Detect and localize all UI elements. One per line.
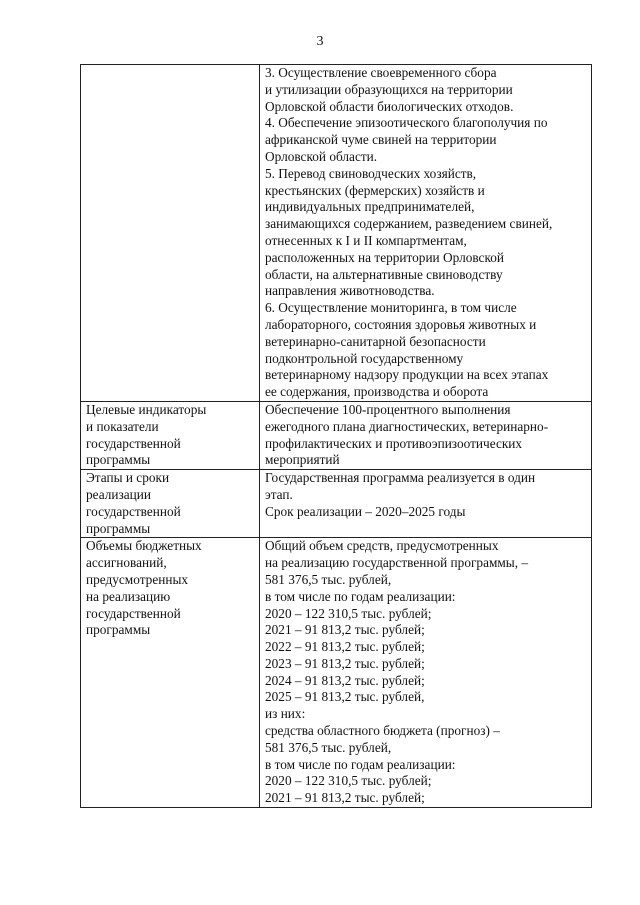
content-line: ветеринарному надзору продукции на всех этапах (265, 367, 549, 383)
content-line: Орловской области биологических отходов. (265, 98, 514, 114)
content-line: в том числе по годам реализации: (265, 588, 456, 604)
content-line: крестьянских (фермерских) хозяйств и (265, 182, 485, 198)
table-row-indicators (81, 401, 592, 469)
label-line: государственной (86, 503, 181, 519)
content-line: 2024 – 91 813,2 тыс. рублей; (265, 672, 425, 688)
program-passport-table (80, 64, 592, 808)
label-line: на реализацию (86, 588, 171, 604)
label-line: Этапы и сроки (86, 470, 170, 486)
row-label-stages (81, 470, 260, 538)
content-line: Общий объем средств, предусмотренных (265, 538, 499, 554)
content-line: 2020 – 122 310,5 тыс. рублей; (265, 605, 432, 621)
content-line: на реализацию государственной программы, – (265, 555, 529, 571)
content-line: 3. Осуществление своевременного сбора (265, 65, 497, 80)
row-content-indicators (260, 401, 592, 469)
content-line: Государственная программа реализуется в один (265, 470, 536, 486)
content-line: Обеспечение 100-процентного выполнения (265, 401, 511, 417)
content-line: 2022 – 91 813,2 тыс. рублей; (265, 639, 425, 655)
content-line: лабораторного, состояния здоровья животных и (265, 316, 537, 332)
content-line: профилактических и противоэпизоотических (265, 435, 523, 451)
label-line: Объемы бюджетных (86, 538, 202, 554)
label-line: предусмотренных (86, 571, 189, 587)
table-row-funding (81, 538, 592, 808)
row-label-indicators (81, 401, 260, 469)
table-row-tasks (81, 65, 592, 402)
content-line: 2021 – 91 813,2 тыс. рублей; (265, 622, 425, 638)
content-line: 581 376,5 тыс. рублей, (265, 739, 392, 755)
page-number: 3 (316, 34, 324, 49)
content-line: 4. Обеспечение эпизоотического благополучия по (265, 115, 548, 131)
content-line: занимающихся содержанием, разведением свиней, (265, 216, 553, 232)
content-line: 2021 – 91 813,2 тыс. рублей; (265, 790, 425, 806)
label-line: программы (86, 452, 151, 468)
row-label-funding (81, 538, 260, 808)
label-line: государственной (86, 435, 181, 451)
content-line: 5. Перевод свиноводческих хозяйств, (265, 165, 477, 181)
content-line: индивидуальных предпринимателей, (265, 199, 475, 215)
content-line: ветеринарно-санитарной безопасности (265, 333, 486, 349)
row-content-funding (260, 538, 592, 808)
content-line: области, на альтернативные свиноводству (265, 266, 503, 282)
content-line: ежегодного плана диагностических, ветеринарно- (265, 418, 549, 434)
table-row-stages (81, 470, 592, 538)
content-line: этап. (265, 486, 293, 502)
content-line: африканской чуме свиней на территории (265, 132, 497, 148)
content-line: из них: (265, 706, 306, 722)
content-line: Срок реализации – 2020–2025 годы (265, 503, 466, 519)
label-line: реализации (86, 486, 151, 502)
content-line: и утилизации образующихся на территории (265, 81, 513, 97)
content-line: в том числе по годам реализации: (265, 756, 456, 772)
content-line: 6. Осуществление мониторинга, в том числе (265, 300, 517, 316)
content-line: расположенных на территории Орловской (265, 249, 505, 265)
label-line: государственной (86, 605, 181, 621)
label-line: и показатели (86, 418, 159, 434)
content-line: 2020 – 122 310,5 тыс. рублей; (265, 773, 432, 789)
content-line: подконтрольной государственному (265, 350, 464, 366)
content-line: 2025 – 91 813,2 тыс. рублей, (265, 689, 425, 705)
row-content-stages (260, 470, 592, 538)
label-line: ассигнований, (86, 555, 167, 571)
content-line: отнесенных к I и II компартментам, (265, 232, 467, 248)
content-line: средства областного бюджета (прогноз) – (265, 723, 500, 739)
label-line: программы (86, 622, 151, 638)
row-content-tasks (260, 65, 592, 402)
label-line: Целевые индикаторы (86, 401, 207, 417)
content-line: Орловской области. (265, 148, 378, 164)
content-line: 2023 – 91 813,2 тыс. рублей; (265, 655, 425, 671)
content-line: 581 376,5 тыс. рублей, (265, 571, 392, 587)
content-line: ее содержания, производства и оборота (265, 384, 489, 400)
row-label-tasks (81, 65, 260, 402)
content-line: мероприятий (265, 452, 340, 468)
label-line: программы (86, 520, 151, 536)
content-line: направления животноводства. (265, 283, 435, 299)
